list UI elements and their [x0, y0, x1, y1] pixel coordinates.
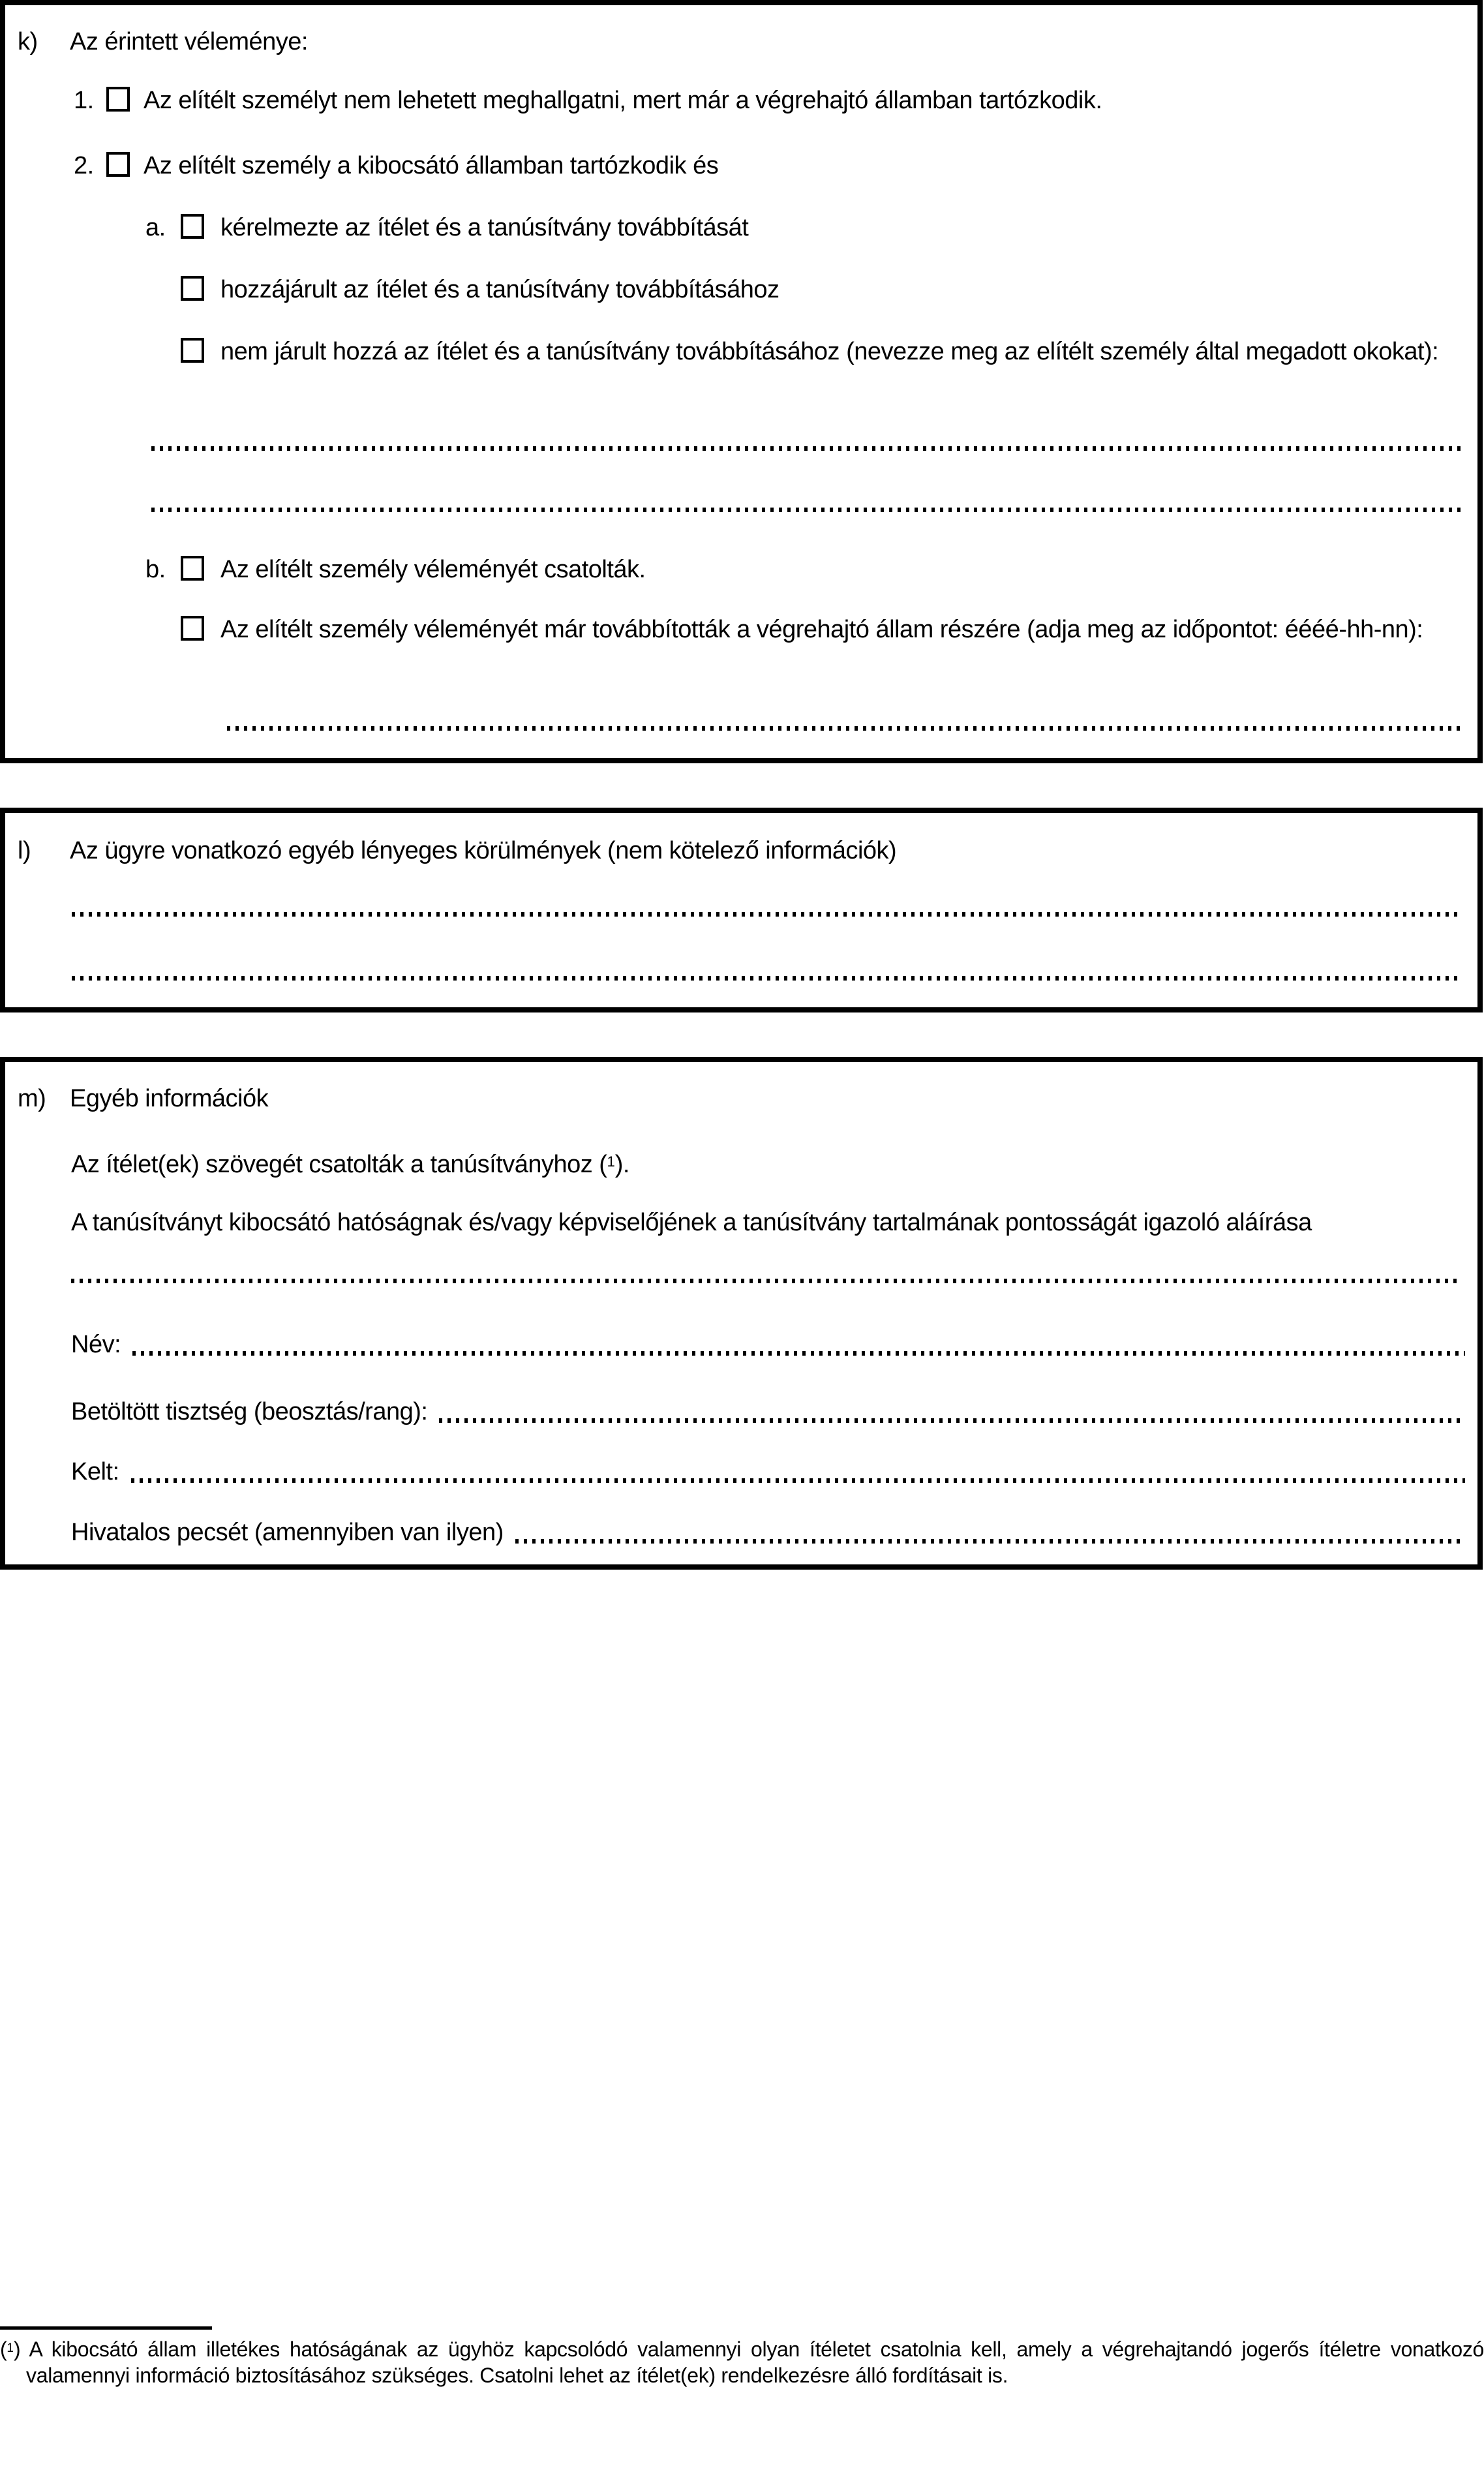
section-k-title: Az érintett véleménye:	[70, 28, 308, 55]
option-1-row	[74, 85, 1465, 116]
seal-label: Hivatalos pecsét (amennyiben van ilyen)	[71, 1519, 504, 1546]
checkbox-not-consented[interactable]	[181, 338, 204, 363]
option-a-number: a.	[145, 214, 166, 241]
checkbox-consented-forwarding[interactable]	[181, 276, 204, 301]
opinion-sent-text: Az elítélt személy véleményét már továbbították a végrehajtó állam részére (adja meg az időpontot: éééé-hh-nn):	[220, 616, 1423, 643]
no-consent-row	[181, 336, 1465, 367]
section-l-box	[0, 808, 1483, 1012]
option-b-text: Az elítélt személy véleményét csatolták.	[220, 556, 646, 583]
checkbox-requested-forwarding[interactable]	[181, 214, 204, 239]
fill-line-forward-date[interactable]	[227, 726, 1461, 731]
fill-line-name[interactable]	[132, 1351, 1465, 1356]
opinion-sent-row	[181, 614, 1465, 645]
option-1-text: Az elítélt személyt nem lehetett meghallgatni, mert már a végrehajtó államban tartózkodik.	[144, 87, 1102, 114]
footnote-text	[0, 2336, 1484, 2388]
consent-text: hozzájárult az ítélet és a tanúsítvány továbbításához	[220, 276, 780, 303]
fill-line-signature[interactable]	[71, 1279, 1461, 1283]
fill-line-seal[interactable]	[515, 1539, 1465, 1544]
judgment-attached-text: Az ítélet(ek) szövegét csatolták a tanúsítványhoz ($^1$).	[71, 1151, 629, 1178]
fill-line-reasons-1[interactable]	[151, 446, 1461, 451]
option-a-text: kérelmezte az ítélet és a tanúsítvány továbbítását	[220, 214, 749, 241]
checkbox-person-in-issuing-state[interactable]	[106, 152, 130, 177]
no-consent-text: nem járult hozzá az ítélet és a tanúsítvány továbbításához (nevezze meg az elítélt személy által megadott okokat):	[220, 338, 1439, 365]
position-label: Betöltött tisztség (beosztás/rang):	[71, 1398, 428, 1425]
option-2-text: Az elítélt személy a kibocsátó államban tartózkodik és	[144, 152, 719, 179]
fill-line-reasons-2[interactable]	[151, 508, 1461, 512]
option-2-row	[74, 150, 1465, 181]
signature-statement-text: A tanúsítványt kibocsátó hatóságnak és/vagy képviselőjének a tanúsítvány tartalmának pontosságát igazoló aláírása	[71, 1209, 1312, 1236]
section-l-title: Az ügyre vonatkozó egyéb lényeges körülmények (nem kötelező információk)	[70, 837, 897, 864]
section-m-title: Egyéb információk	[70, 1085, 269, 1112]
option-2-number: 2.	[74, 152, 94, 179]
consent-row	[181, 274, 1465, 305]
option-b-number: b.	[145, 556, 166, 583]
fill-line-position[interactable]	[439, 1418, 1465, 1423]
fill-line-date[interactable]	[131, 1478, 1465, 1483]
footnote-marker: ($^1$)	[0, 2337, 21, 2361]
section-l-label: l)	[18, 837, 31, 864]
footnote-separator	[0, 2326, 212, 2330]
section-m-box	[0, 1057, 1483, 1570]
section-k-label: k)	[18, 28, 38, 55]
section-l-heading	[18, 835, 1465, 866]
footnote-reference: 1	[607, 1153, 615, 1170]
section-m-heading	[18, 1083, 1465, 1114]
section-k-box	[0, 0, 1483, 763]
name-row	[71, 1329, 1465, 1360]
section-m-label: m)	[18, 1085, 46, 1112]
name-label: Név:	[71, 1331, 121, 1358]
footnote-body: A kibocsátó állam illetékes hatóságának az ügyhöz kapcsolódó valamennyi olyan ítéletet csatolnia kell, amely a végrehajtandó jogerős ítéletre vonatkozó valamennyi információ biztosításához szükséges. Csatolni lehet az ítélet(ek) rendelkezésre álló fordításait is.	[26, 2337, 1484, 2387]
option-1-number: 1.	[74, 87, 94, 114]
position-row	[71, 1396, 1465, 1427]
option-b-row	[145, 554, 1465, 585]
checkbox-opinion-attached[interactable]	[181, 556, 204, 581]
seal-row	[71, 1517, 1465, 1548]
fill-line-other-circumstances-1[interactable]	[72, 912, 1461, 917]
fill-line-other-circumstances-2[interactable]	[72, 976, 1461, 981]
checkbox-opinion-forwarded[interactable]	[181, 616, 204, 641]
option-a-row	[145, 212, 1465, 243]
date-row	[71, 1456, 1465, 1487]
date-label: Kelt:	[71, 1458, 119, 1485]
checkbox-person-not-heard[interactable]	[106, 87, 130, 112]
section-k-heading	[18, 26, 1465, 57]
